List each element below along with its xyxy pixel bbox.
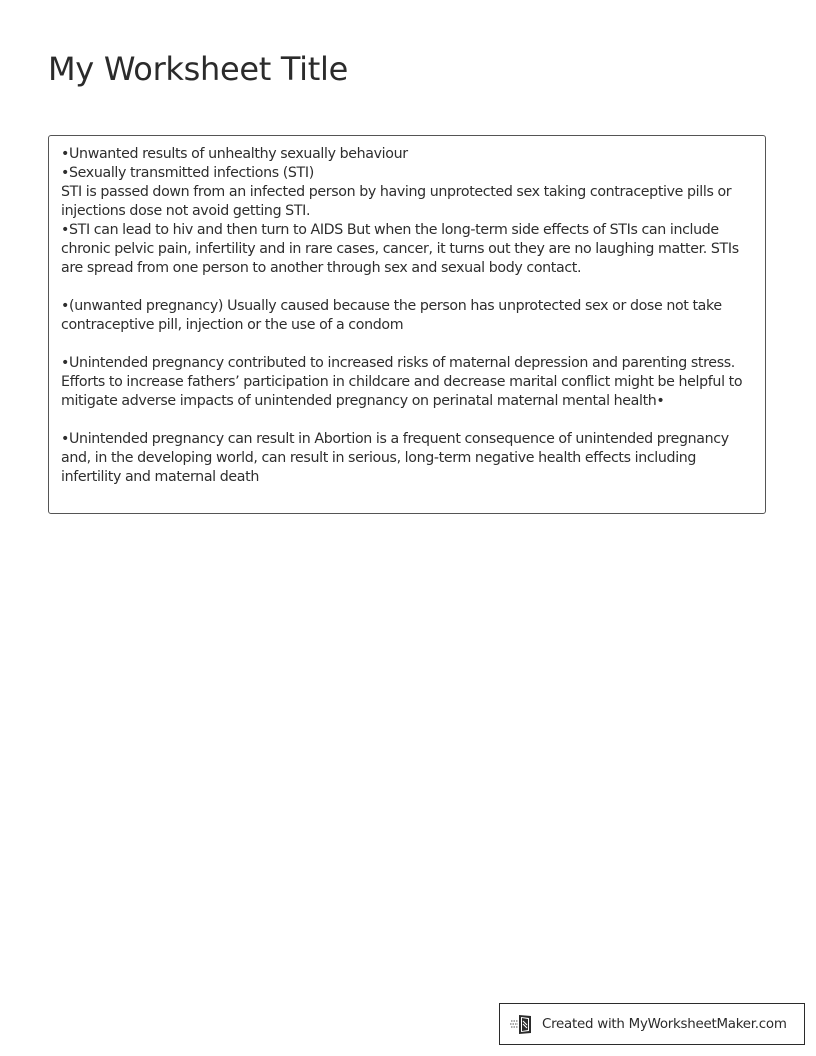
content-line: •Unintended pregnancy contributed to increased risks of maternal depression and parenting stress. Efforts to increase fathers’ participation in childcare and decrease marital conflict might be helpful to mitigate adverse impacts of unintended pregnancy on perinatal maternal mental health•	[61, 355, 743, 409]
content-box	[48, 135, 766, 514]
footer-text: Created with MyWorksheetMaker.com	[542, 1016, 787, 1032]
worksheet-maker-logo-icon	[510, 1013, 536, 1035]
page-title: My Worksheet Title	[48, 50, 348, 88]
content-line: •(unwanted pregnancy) Usually caused because the person has unprotected sex or dose not take contraceptive pill, injection or the use of a condom	[61, 298, 722, 333]
paragraph-spacer	[61, 411, 753, 430]
paragraph-spacer	[61, 278, 753, 297]
content-line: •STI can lead to hiv and then turn to AIDS But when the long-term side effects of STIs can include chronic pelvic pain, infertility and in rare cases, cancer, it turns out they are no laughing matter. STIs are spread from one person to another through sex and sexual body contact.	[61, 222, 739, 276]
paragraph-spacer	[61, 335, 753, 354]
content-line: •Sexually transmitted infections (STI)	[61, 165, 314, 181]
footer-badge[interactable]	[499, 1003, 805, 1045]
content-line: •Unwanted results of unhealthy sexually behaviour	[61, 146, 408, 162]
content-line: •Unintended pregnancy can result in Abortion is a frequent consequence of unintended pregnancy and, in the developing world, can result in serious, long-term negative health effects including infertility and maternal death	[61, 431, 729, 485]
content-line: STI is passed down from an infected person by having unprotected sex taking contraceptive pills or injections dose not avoid getting STI.	[61, 184, 732, 219]
